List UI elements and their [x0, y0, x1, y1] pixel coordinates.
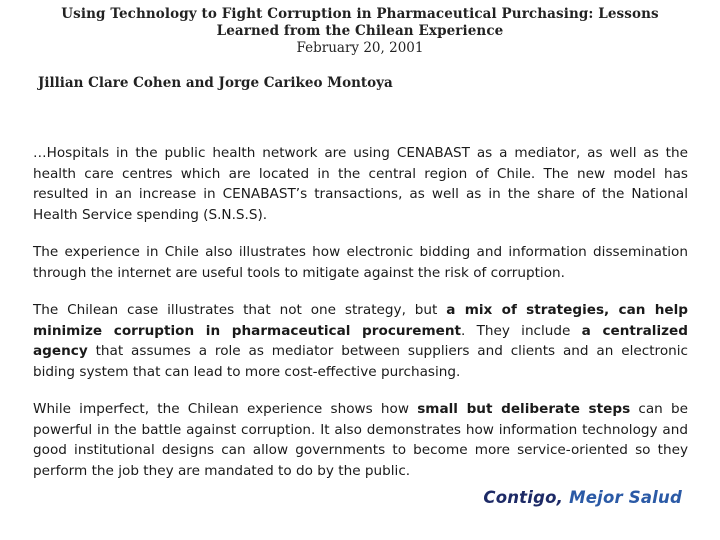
- footer-logo: [483, 488, 682, 507]
- emphasis-text: a centralized agency: [33, 322, 688, 359]
- paragraph-text: can be powerful in the battle against corruption. It also demonstrates how information technology and good institutional designs can allow governments to become more service-oriented so they perform the job they are mandated to do by the public.: [33, 401, 688, 479]
- paragraph-2: [33, 242, 688, 283]
- emphasis-text: small but deliberate steps: [417, 401, 631, 417]
- logo-text-contigo: Contigo,: [483, 488, 564, 507]
- paragraph-text: The experience in Chile also illustrates how electronic bidding and information dissemination through the internet are useful tools to mitigate against the risk of corruption.: [33, 244, 688, 281]
- emphasis-text: a mix of strategies, can help minimize corruption in pharmaceutical procurement: [33, 302, 688, 339]
- logo-text-mejor-salud: Mejor Salud: [563, 488, 682, 507]
- paragraph-3: [33, 300, 688, 382]
- publication-date: February 20, 2001: [296, 40, 424, 56]
- document-header: [0, 6, 720, 57]
- paragraph-text: The Chilean case illustrates that not one strategy, but: [33, 302, 447, 318]
- title-line-1: Using Technology to Fight Corruption in Pharmaceutical Purchasing: Lessons: [61, 6, 659, 22]
- body-text: [33, 143, 688, 498]
- paragraph-4: [33, 399, 688, 481]
- paragraph-text: While imperfect, the Chilean experience shows how: [33, 401, 418, 417]
- authors: Jillian Clare Cohen and Jorge Carikeo Montoya: [38, 75, 393, 91]
- paragraph-text: . They include: [461, 322, 582, 339]
- paragraph-text: that assumes a role as mediator between suppliers and clients and an electronic biding system that can lead to more cost-effective purchasing.: [33, 343, 688, 380]
- paragraph-text: …Hospitals in the public health network are using CENABAST as a mediator, as well as the health care centres which are located in the central region of Chile. The new model has resulted in an increase in CENABAST’s transactions, as well as in the share of the National Health Service spending (S.N.S.S).: [33, 145, 688, 223]
- title-line-2: Learned from the Chilean Experience: [216, 23, 504, 39]
- paragraph-1: [33, 143, 688, 225]
